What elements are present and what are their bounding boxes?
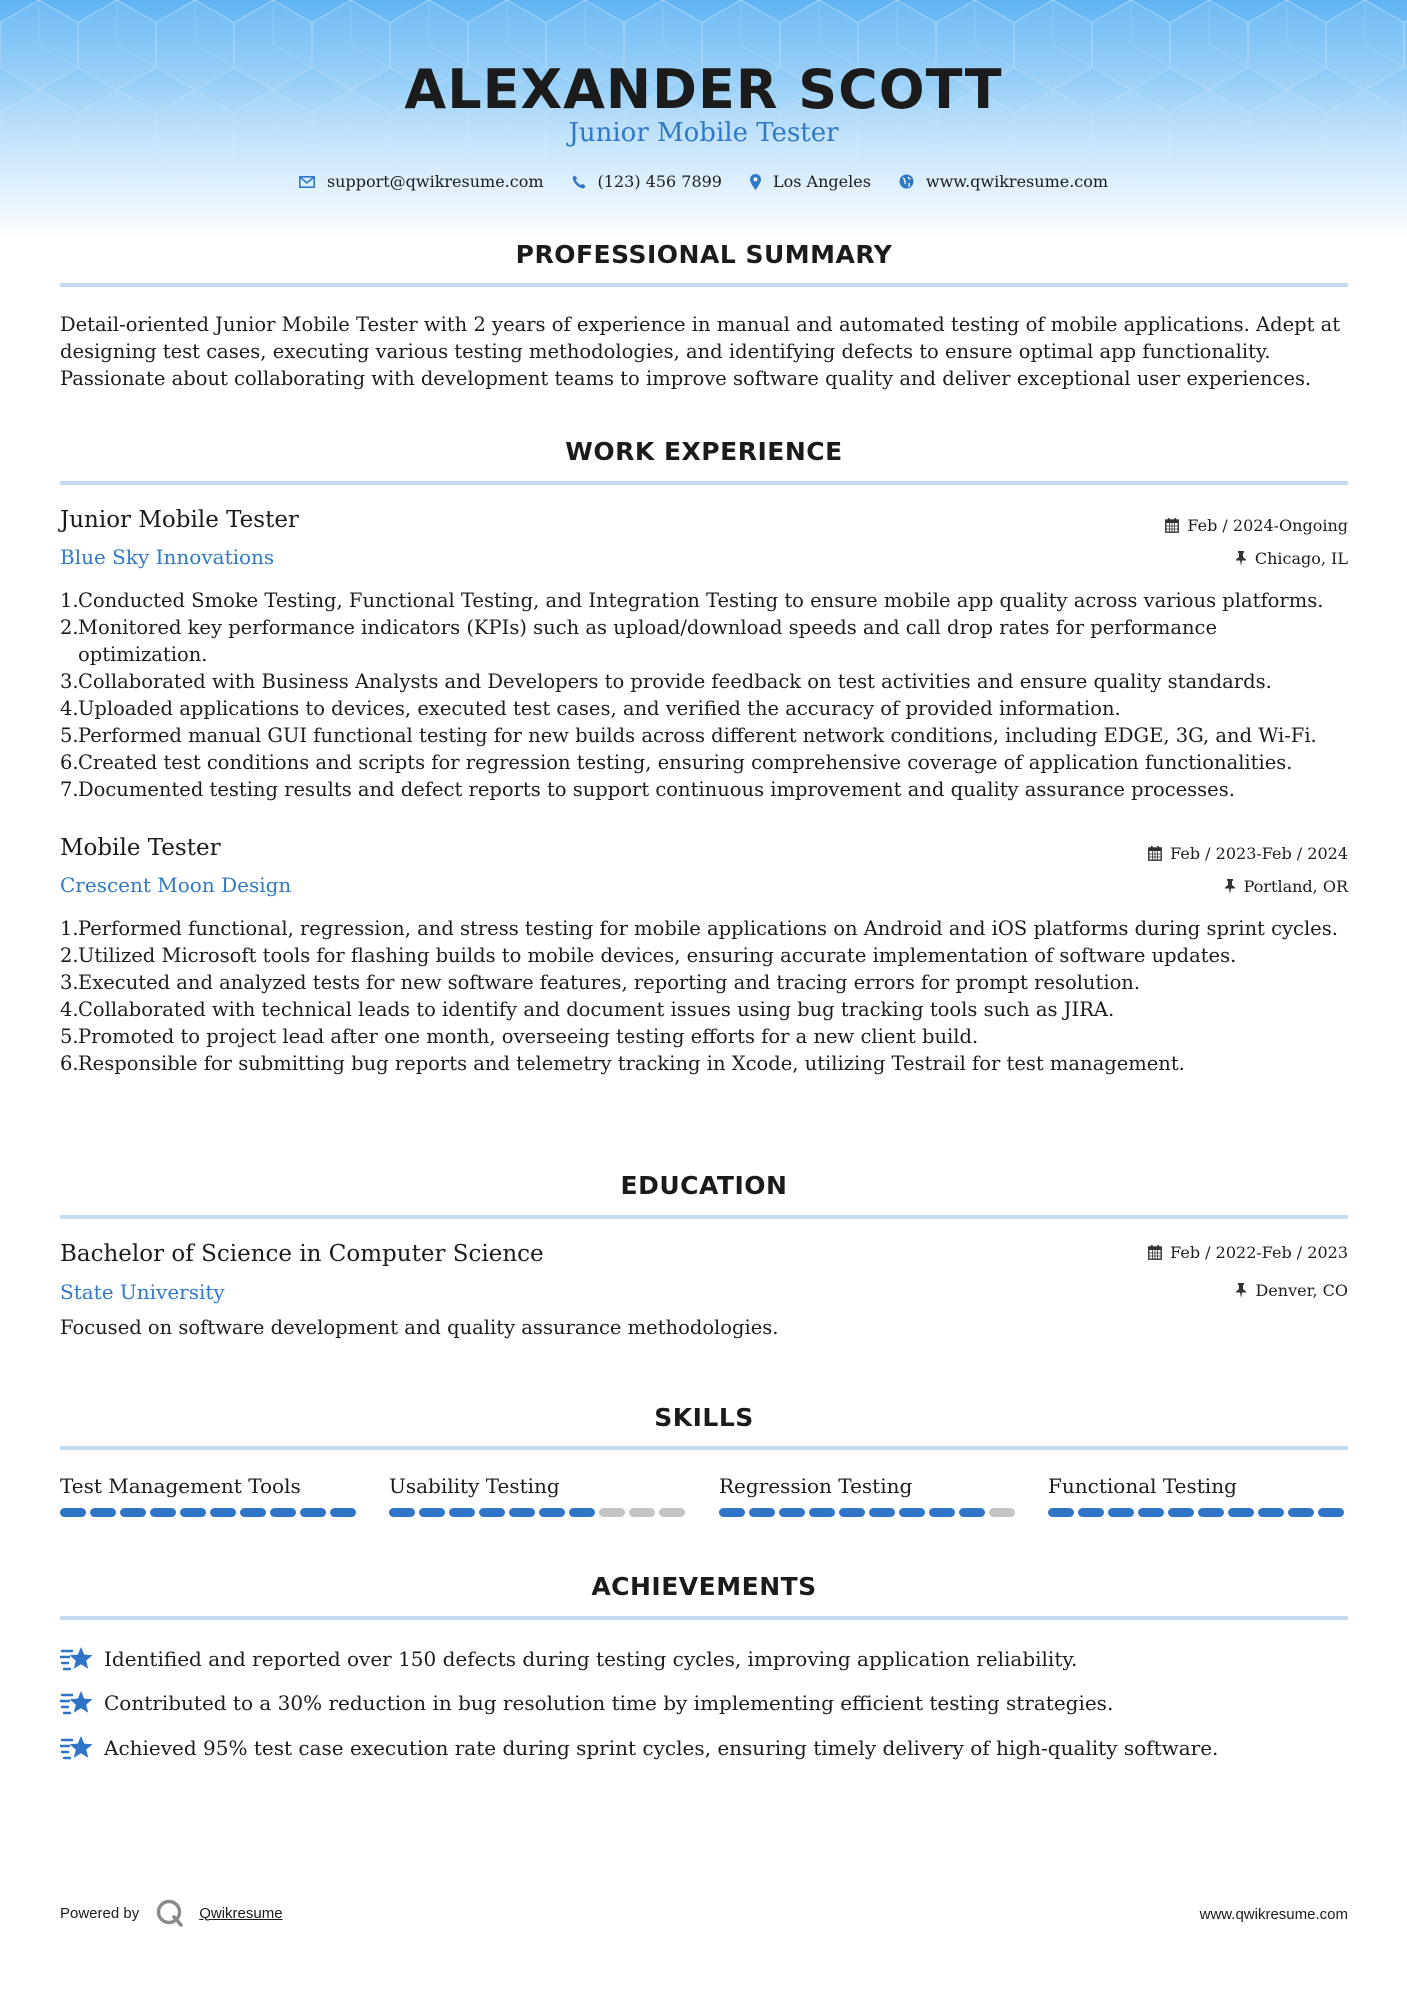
job-bullets [60, 915, 1350, 1077]
powered-by-label: Powered by [60, 1904, 140, 1922]
skill-item [389, 1474, 689, 1517]
pushpin-icon [1235, 551, 1247, 566]
contact-bar [0, 172, 1407, 191]
skill-segment-filled [90, 1508, 116, 1517]
skill-level-bar [1048, 1508, 1348, 1517]
list-item: 1. Conducted Smoke Testing, Functional Testing, and Integration Testing to ensure mobile app quality across various platforms. [60, 589, 1324, 612]
contact-website[interactable] [899, 172, 1108, 191]
section-rule [60, 1446, 1348, 1450]
skill-item [60, 1474, 360, 1517]
list-item: 3. Collaborated with Business Analysts and Developers to provide feedback on test activities and ensure quality standards. [60, 670, 1272, 693]
list-item: 6. Responsible for submitting bug reports and telemetry tracking in Xcode, utilizing Testrail for test management. [60, 1052, 1185, 1075]
skill-segment-filled [569, 1508, 595, 1517]
skill-segment-filled [419, 1508, 445, 1517]
skill-item [1048, 1474, 1348, 1517]
achievement-item [60, 1645, 1077, 1673]
job-company: Blue Sky Innovations [60, 545, 275, 569]
pushpin-icon [1235, 1283, 1247, 1298]
skill-segment-filled [300, 1508, 326, 1517]
skill-segment-filled [539, 1508, 565, 1517]
skill-segment-filled [389, 1508, 415, 1517]
skill-segment-filled [779, 1508, 805, 1517]
skill-segment-filled [479, 1508, 505, 1517]
job-bullets [60, 587, 1350, 803]
skill-segment-filled [240, 1508, 266, 1517]
skill-level-bar [389, 1508, 689, 1517]
skill-segment-filled [719, 1508, 745, 1517]
skill-segment-filled [899, 1508, 925, 1517]
section-rule [60, 481, 1348, 485]
list-item: 5. Promoted to project lead after one month, overseeing testing efforts for a new client build. [60, 1025, 979, 1048]
calendar-icon [1148, 846, 1162, 861]
skill-level-bar [719, 1508, 1019, 1517]
section-title-achievements: ACHIEVEMENTS [591, 1572, 817, 1601]
calendar-icon [1148, 1245, 1162, 1260]
candidate-role: Junior Mobile Tester [568, 118, 839, 148]
skill-segment-filled [869, 1508, 895, 1517]
skill-name: Usability Testing [389, 1474, 560, 1498]
skill-segment-filled [120, 1508, 146, 1517]
star-icon [60, 1689, 94, 1717]
skill-segment-filled [509, 1508, 535, 1517]
section-title-experience: WORK EXPERIENCE [565, 437, 843, 466]
qwikresume-logo-icon [155, 1898, 185, 1928]
skill-segment-filled [1288, 1508, 1314, 1517]
education-description: Focused on software development and quality assurance methodologies. [60, 1316, 779, 1339]
footer-powered-by [60, 1898, 283, 1928]
list-item: 5. Performed manual GUI functional testing for new builds across different network conditions, including EDGE, 3G, and Wi-Fi. [60, 724, 1317, 747]
skill-segment-filled [1228, 1508, 1254, 1517]
contact-location-text: Los Angeles [772, 172, 871, 191]
skill-segment-filled [1108, 1508, 1134, 1517]
skill-name: Functional Testing [1048, 1474, 1237, 1498]
job-title: Junior Mobile Tester [60, 507, 299, 533]
contact-location [750, 172, 871, 191]
job-dates-text: Feb / 2024-Ongoing [1187, 516, 1348, 535]
skill-segment-filled [1168, 1508, 1194, 1517]
education-dates-text: Feb / 2022-Feb / 2023 [1170, 1243, 1348, 1262]
section-title-skills: SKILLS [654, 1403, 754, 1432]
skill-segment-empty [989, 1508, 1015, 1517]
contact-phone[interactable] [572, 172, 722, 191]
skill-segment-filled [1258, 1508, 1284, 1517]
list-item: 4. Uploaded applications to devices, executed test cases, and verified the accuracy of provided information. [60, 697, 1121, 720]
education-location [1235, 1281, 1348, 1300]
contact-email[interactable] [299, 172, 544, 191]
job-dates [1165, 516, 1348, 535]
section-rule [60, 283, 1348, 287]
skill-segment-filled [330, 1508, 356, 1517]
job-location [1224, 877, 1348, 896]
achievement-text: Achieved 95% test case execution rate during sprint cycles, ensuring timely delivery of high-quality software. [104, 1736, 1219, 1760]
skill-segment-filled [270, 1508, 296, 1517]
achievement-text: Contributed to a 30% reduction in bug resolution time by implementing efficient testing strategies. [104, 1691, 1114, 1715]
skill-segment-filled [449, 1508, 475, 1517]
skill-segment-filled [150, 1508, 176, 1517]
calendar-icon [1165, 518, 1179, 533]
section-title-summary: PROFESSIONAL SUMMARY [515, 240, 893, 269]
skill-segment-filled [929, 1508, 955, 1517]
contact-website-text: www.qwikresume.com [925, 172, 1109, 191]
education-degree: Bachelor of Science in Computer Science [60, 1241, 544, 1267]
section-rule [60, 1215, 1348, 1219]
skill-segment-empty [659, 1508, 685, 1517]
star-icon [60, 1645, 94, 1673]
achievement-text: Identified and reported over 150 defects during testing cycles, improving application reliability. [104, 1647, 1078, 1671]
pushpin-icon [1224, 879, 1236, 894]
star-icon [60, 1734, 94, 1762]
skill-segment-filled [809, 1508, 835, 1517]
job-title: Mobile Tester [60, 835, 221, 861]
skill-segment-filled [210, 1508, 236, 1517]
skill-item [719, 1474, 1019, 1517]
list-item: 6. Created test conditions and scripts for regression testing, ensuring comprehensive coverage of application functionalities. [60, 751, 1293, 774]
skill-segment-filled [749, 1508, 775, 1517]
job-location-text: Chicago, IL [1254, 549, 1348, 568]
section-rule [60, 1616, 1348, 1620]
contact-phone-text: (123) 456 7899 [597, 172, 722, 191]
education-dates [1148, 1243, 1348, 1262]
education-location-text: Denver, CO [1255, 1281, 1348, 1300]
skill-level-bar [60, 1508, 360, 1517]
job-location [1235, 549, 1348, 568]
job-dates-text: Feb / 2023-Feb / 2024 [1170, 844, 1348, 863]
skill-segment-filled [1078, 1508, 1104, 1517]
skill-name: Test Management Tools [60, 1474, 301, 1498]
list-item: 3. Executed and analyzed tests for new software features, reporting and tracing errors for prompt resolution. [60, 971, 1141, 994]
phone-icon [572, 175, 586, 189]
job-dates [1148, 844, 1348, 863]
list-item: 2. Utilized Microsoft tools for flashing builds to mobile devices, ensuring accurate implementation of software updates. [60, 944, 1237, 967]
skill-segment-filled [1198, 1508, 1224, 1517]
summary-text: Detail-oriented Junior Mobile Tester with 2 years of experience in manual and automated testing of mobile applications. Adept at designing test cases, executing various testing methodologies, and identifying defects to ensure optimal app functionality. Passionate about collaborating with development teams to improve software quality and deliver exceptional user experiences. [60, 313, 1341, 390]
footer-website[interactable]: www.qwikresume.com [1199, 1906, 1348, 1923]
list-item: 4. Collaborated with technical leads to identify and document issues using bug tracking tools such as JIRA. [60, 998, 1115, 1021]
list-item: 1. Performed functional, regression, and stress testing for mobile applications on Android and iOS platforms during sprint cycles. [60, 917, 1338, 940]
envelope-icon [299, 176, 315, 188]
list-item: 7. Documented testing results and defect reports to support continuous improvement and quality assurance processes. [60, 778, 1235, 801]
skill-segment-filled [839, 1508, 865, 1517]
candidate-name: ALEXANDER SCOTT [404, 58, 1003, 121]
achievement-item [60, 1734, 1218, 1762]
achievement-item [60, 1689, 1113, 1717]
skill-segment-empty [629, 1508, 655, 1517]
globe-icon [899, 174, 914, 189]
map-pin-icon [750, 174, 761, 190]
skill-segment-filled [1138, 1508, 1164, 1517]
section-title-education: EDUCATION [620, 1171, 788, 1200]
skill-segment-filled [959, 1508, 985, 1517]
qwikresume-link[interactable]: Qwikresume [199, 1904, 283, 1922]
skill-segment-empty [599, 1508, 625, 1517]
skill-segment-filled [60, 1508, 86, 1517]
education-school: State University [60, 1280, 225, 1304]
list-item: 2. Monitored key performance indicators (KPIs) such as upload/download speeds and call drop rates for performance optimization. [60, 616, 1217, 666]
skill-segment-filled [1048, 1508, 1074, 1517]
skill-name: Regression Testing [719, 1474, 913, 1498]
skill-segment-filled [1318, 1508, 1344, 1517]
job-company: Crescent Moon Design [60, 873, 292, 897]
contact-email-text: support@qwikresume.com [326, 172, 544, 191]
job-location-text: Portland, OR [1243, 877, 1348, 896]
skill-segment-filled [180, 1508, 206, 1517]
